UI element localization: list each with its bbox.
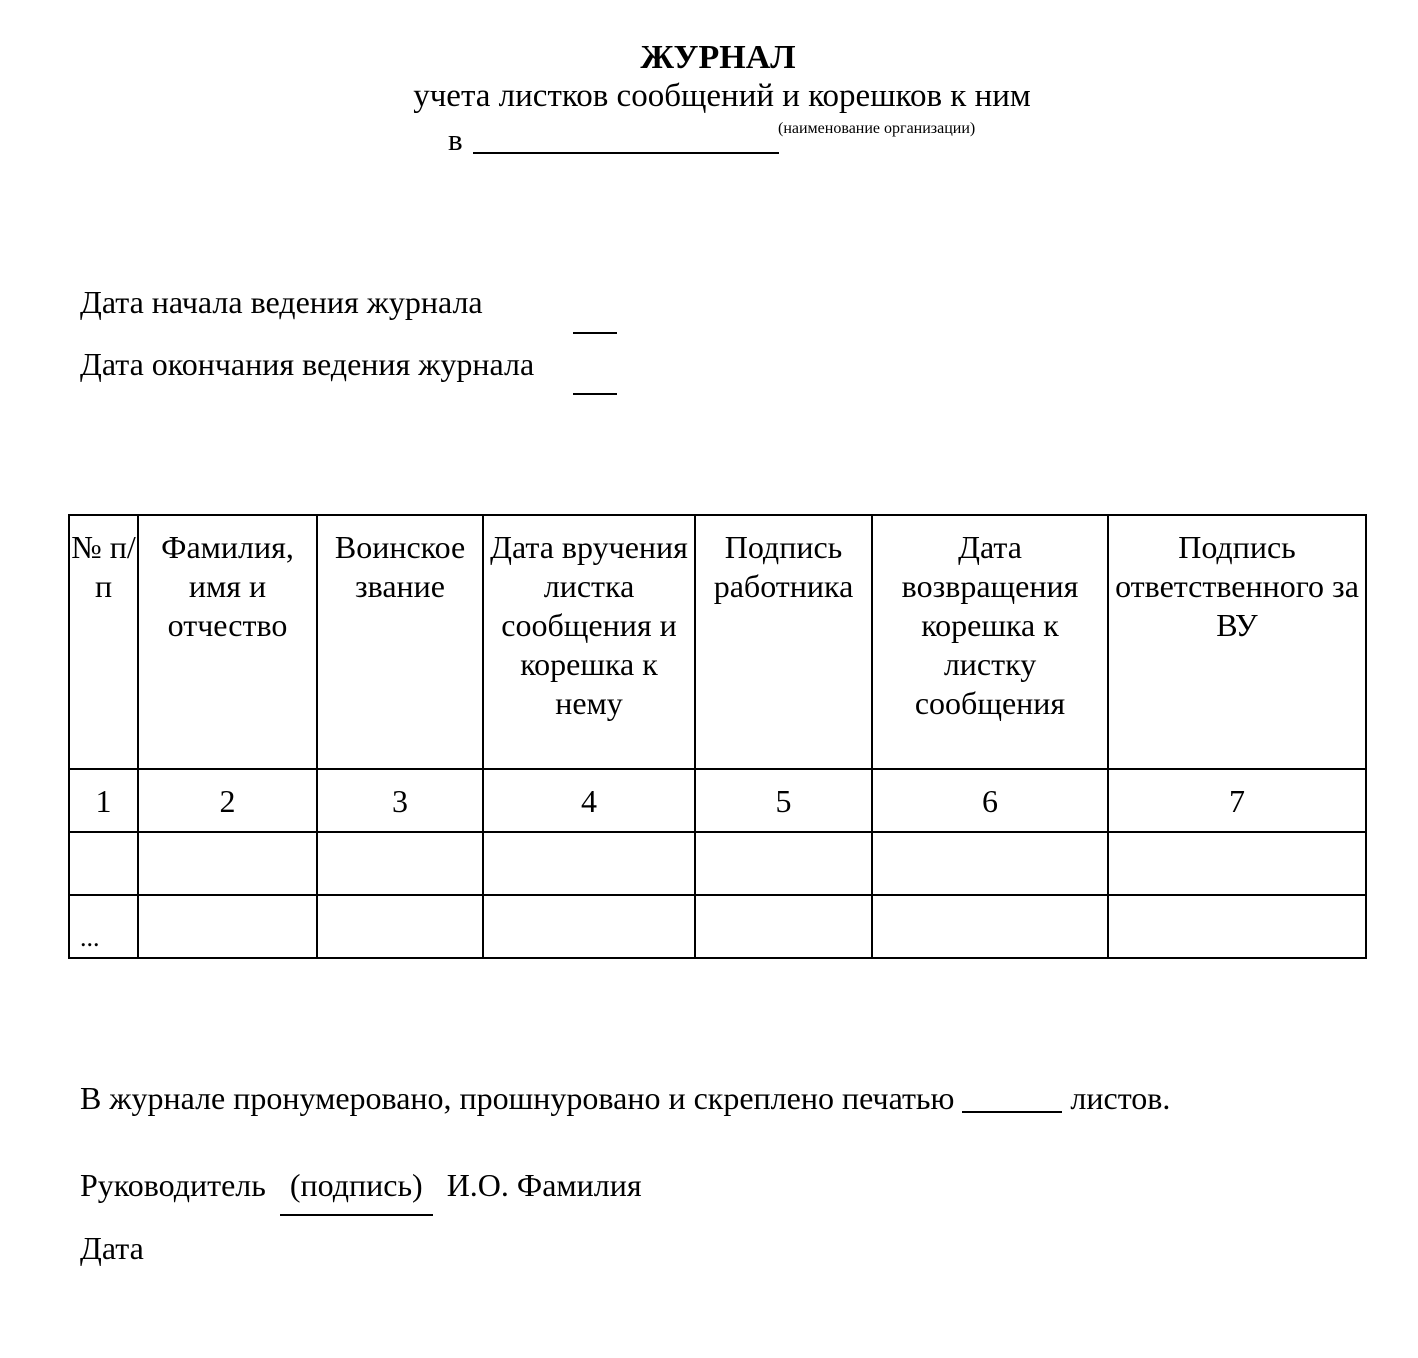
table-cell xyxy=(483,895,695,958)
table-row xyxy=(69,832,1366,895)
table-cell xyxy=(69,832,138,895)
manager-label: Руководитель xyxy=(80,1167,266,1203)
header-cell-military-rank: Воинское звание xyxy=(317,515,483,769)
manager-line xyxy=(80,1166,642,1216)
column-number-cell: 6 xyxy=(872,769,1108,832)
document-title: ЖУРНАЛ xyxy=(640,39,796,76)
column-number-cell: 5 xyxy=(695,769,872,832)
table-cell xyxy=(1108,832,1366,895)
table-header-row xyxy=(69,515,1366,769)
manager-name: И.О. Фамилия xyxy=(446,1167,642,1203)
header-cell-responsible-signature: Подпись ответственного за ВУ xyxy=(1108,515,1366,769)
table-cell xyxy=(872,895,1108,958)
header-cell-employee-signature: Подпись работника xyxy=(695,515,872,769)
header-cell-full-name: Фамилия, имя и отчество xyxy=(138,515,317,769)
column-number-cell: 1 xyxy=(69,769,138,832)
table-cell xyxy=(872,832,1108,895)
table-cell xyxy=(483,832,695,895)
document-subtitle: учета листков сообщений и корешков к ним xyxy=(413,78,1031,114)
organization-blank xyxy=(473,152,779,154)
pages-count-line xyxy=(80,1079,1170,1117)
journal-table xyxy=(68,514,1367,959)
column-number-cell: 3 xyxy=(317,769,483,832)
header-cell-number: № п/п xyxy=(69,515,138,769)
pages-count-blank xyxy=(962,1085,1062,1113)
header-cell-issue-date: Дата вручения листка сообщения и корешка к нему xyxy=(483,515,695,769)
table-cell xyxy=(1108,895,1366,958)
column-number-cell: 2 xyxy=(138,769,317,832)
organization-prefix: в xyxy=(448,122,463,157)
table-cell xyxy=(695,895,872,958)
signature-hint: (подпись) xyxy=(289,1167,423,1203)
table-row xyxy=(69,895,1366,958)
table-cell-ellipsis: ... xyxy=(69,895,138,958)
pages-count-text-after: листов. xyxy=(1070,1080,1171,1116)
table-cell xyxy=(695,832,872,895)
header-cell-return-date: Дата возвращения корешка к листку сообщения xyxy=(872,515,1108,769)
signature-field xyxy=(280,1166,433,1216)
table-cell xyxy=(317,895,483,958)
pages-count-text-before: В журнале пронумеровано, прошнуровано и скреплено печатью xyxy=(80,1080,955,1116)
table-cell xyxy=(138,832,317,895)
column-number-row xyxy=(69,769,1366,832)
journal-end-date-blank xyxy=(573,393,617,395)
footer-date-label: Дата xyxy=(80,1230,144,1266)
organization-hint: (наименование организации) xyxy=(778,120,976,137)
journal-start-date-label: Дата начала ведения журнала xyxy=(80,284,483,320)
table-cell xyxy=(138,895,317,958)
journal-end-date-label: Дата окончания ведения журнала xyxy=(80,346,535,382)
table-cell xyxy=(317,832,483,895)
column-number-cell: 4 xyxy=(483,769,695,832)
column-number-cell: 7 xyxy=(1108,769,1366,832)
journal-start-date-blank xyxy=(573,332,617,334)
